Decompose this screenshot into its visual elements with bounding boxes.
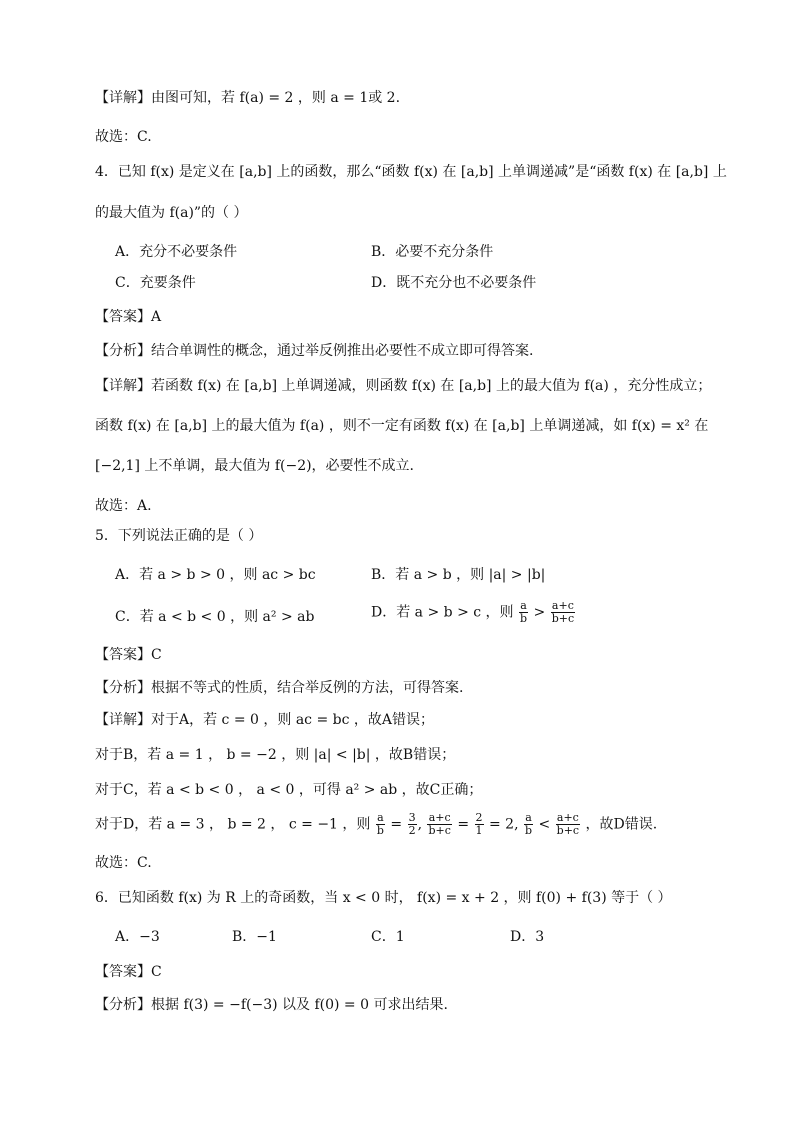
detail-line: 【详解】由图可知，若 f(a) = 2 ，则 a = 1或 2. <box>95 90 401 106</box>
q5-detail-1: 【详解】对于A，若 c = 0 ，则 ac = bc ，故A错误； <box>95 712 435 728</box>
numerator: a+c <box>556 811 579 824</box>
operator: < <box>538 816 551 833</box>
fraction <box>519 600 528 625</box>
q4-choice: 故选：A. <box>95 498 152 514</box>
fraction <box>551 600 575 625</box>
numerator: a+c <box>551 599 574 612</box>
denominator: b+c <box>428 824 451 837</box>
fraction <box>376 812 385 837</box>
denominator: b <box>520 612 528 625</box>
q6-option-a: A．−3 <box>115 929 160 945</box>
q4-option-c: C．充要条件 <box>115 275 196 291</box>
denominator: 1 <box>475 824 483 837</box>
q4-option-b: B．必要不充分条件 <box>371 244 494 260</box>
q4-option-a: A．充分不必要条件 <box>115 244 238 260</box>
denominator: b <box>376 824 384 837</box>
denominator: b+c <box>551 612 575 625</box>
numerator: a+c <box>428 811 451 824</box>
q5-option-d-text: D．若 a > b > c ，则 <box>371 604 514 621</box>
q6-option-d: D．3 <box>510 929 545 945</box>
fraction <box>556 812 580 837</box>
q5-option-b: B．若 a > b ，则 |a| > |b| <box>371 567 546 583</box>
q5-choice: 故选：C. <box>95 855 152 871</box>
operator: > <box>533 604 546 621</box>
q5-answer: 【答案】C <box>95 647 162 663</box>
q5-detail-4 <box>95 812 657 837</box>
q5-detail-4-text: 对于D，若 a = 3 ， b = 2 ， c = −1 ，则 <box>95 816 371 833</box>
q6-option-b: B．−1 <box>232 929 277 945</box>
q6-analysis: 【分析】根据 f(3) = −f(−3) 以及 f(0) = 0 可求出结果. <box>95 997 448 1013</box>
q5-detail-3: 对于C，若 a < b < 0 ， a < 0 ，可得 a² > ab ，故C正确； <box>95 782 483 798</box>
numerator: a <box>520 599 527 612</box>
fraction <box>427 812 451 837</box>
q5-detail-2: 对于B，若 a = 1 ， b = −2 ，则 |a| < |b| ，故B错误； <box>95 747 456 763</box>
operator: , <box>417 816 423 833</box>
numerator: 2 <box>475 811 483 824</box>
question-5-stem: 5．下列说法正确的是（ ） <box>95 528 263 544</box>
choice-line: 故选：C. <box>95 129 152 145</box>
operator: = <box>457 816 470 833</box>
numerator: a <box>377 811 384 824</box>
q5-option-a: A．若 a > b > 0 ，则 ac > bc <box>115 567 316 583</box>
fraction <box>524 812 533 837</box>
question-4-stem-1: 4．已知 f(x) 是定义在 [a,b] 上的函数，那么“函数 f(x) 在 [a,b] 上单调递减”是“函数 f(x) 在 [a,b] 上 <box>95 164 727 180</box>
denominator: 2 <box>408 824 416 837</box>
operator: = 2, <box>488 816 519 833</box>
question-4-stem-2: 的最大值为 f(a)”的（ ） <box>95 205 248 221</box>
q4-option-d: D．既不充分也不必要条件 <box>371 275 537 291</box>
fraction <box>475 812 484 837</box>
q4-analysis: 【分析】结合单调性的概念，通过举反例推出必要性不成立即可得答案. <box>95 343 534 359</box>
numerator: a <box>525 811 532 824</box>
q5-option-d <box>371 600 576 625</box>
q5-detail-4-tail: ，故D错误. <box>585 816 658 833</box>
q5-analysis: 【分析】根据不等式的性质，结合举反例的方法，可得答案. <box>95 680 464 696</box>
denominator: b <box>524 824 533 837</box>
denominator: b+c <box>556 824 580 837</box>
q4-detail-3: [−2,1] 上不单调，最大值为 f(−2)，必要性不成立. <box>95 458 415 474</box>
q4-answer: 【答案】A <box>95 309 162 325</box>
numerator: 3 <box>408 811 416 824</box>
q4-detail-1: 【详解】若函数 f(x) 在 [a,b] 上单调递减，则函数 f(x) 在 [a,b] 上的最大值为 f(a) ，充分性成立； <box>95 378 712 394</box>
fraction <box>408 812 417 837</box>
question-6-stem: 6．已知函数 f(x) 为 R 上的奇函数，当 x < 0 时， f(x) = x + 2 ，则 f(0) + f(3) 等于（ ） <box>95 890 672 906</box>
q6-option-c: C．1 <box>371 929 405 945</box>
q6-answer: 【答案】C <box>95 964 162 980</box>
q4-detail-2: 函数 f(x) 在 [a,b] 上的最大值为 f(a) ，则不一定有函数 f(x) 在 [a,b] 上单调递减，如 f(x) = x² 在 <box>95 418 709 434</box>
operator: = <box>390 816 403 833</box>
q5-option-c: C．若 a < b < 0 ，则 a² > ab <box>115 609 315 625</box>
